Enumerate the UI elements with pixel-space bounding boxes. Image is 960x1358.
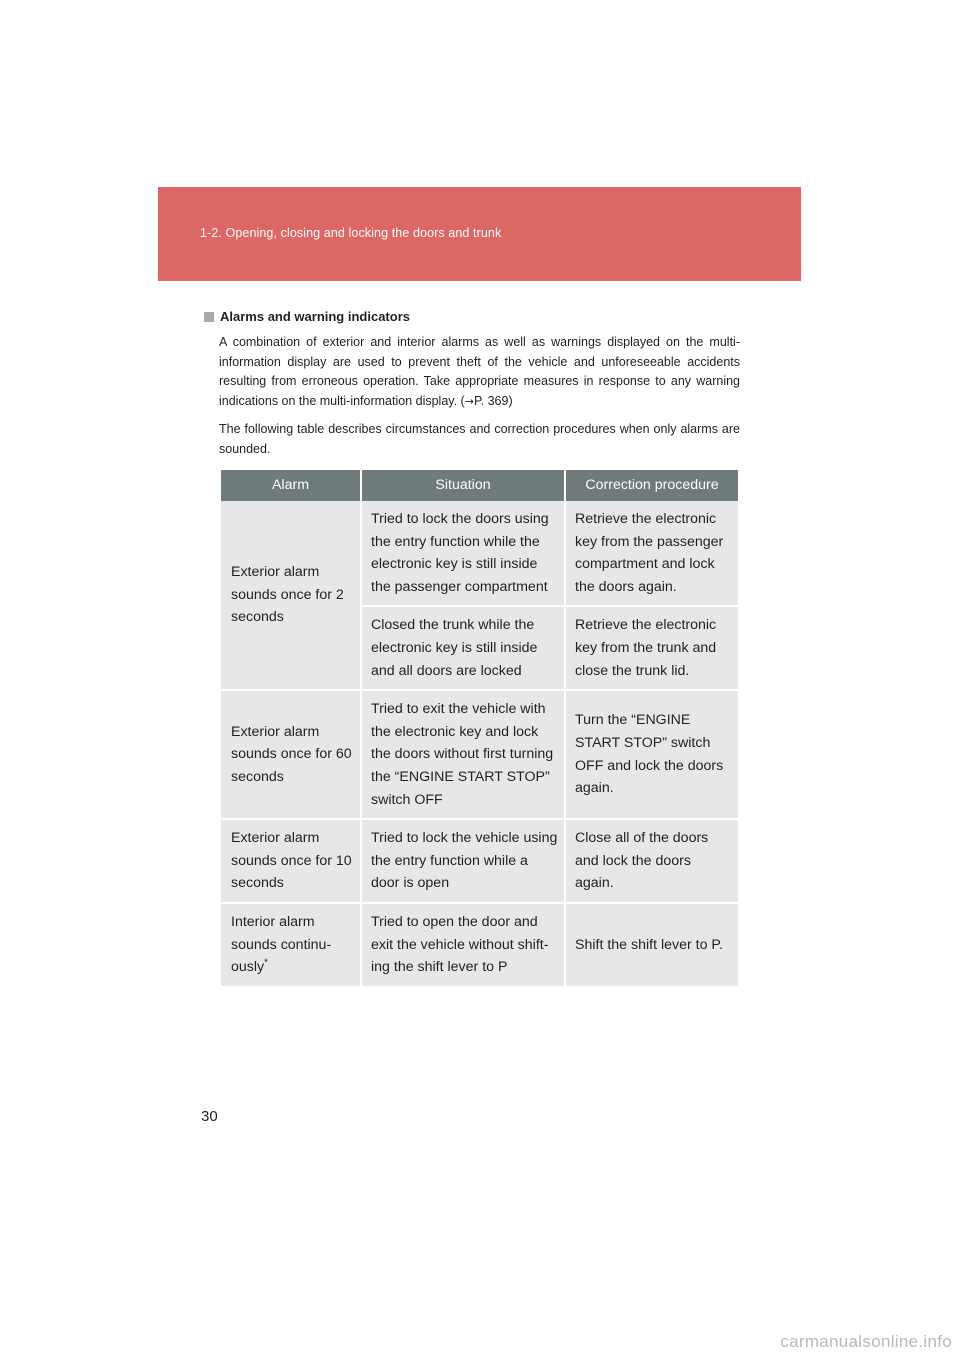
alarm-cell: Exterior alarm sounds once for 10 seconds <box>221 819 361 903</box>
table-row <box>221 903 738 987</box>
header-correction-procedure: Correction procedure <box>565 470 738 501</box>
alarm-cell: Exterior alarm sounds once for 60 seconds <box>221 690 361 819</box>
table-description-paragraph: The following table describes circumstances and correction procedures when only alarms are sounded. <box>219 422 740 456</box>
square-bullet-icon <box>204 312 214 322</box>
header-situation: Situation <box>361 470 565 501</box>
table-row <box>221 501 738 606</box>
chapter-title: 1-2. Opening, closing and locking the doors and trunk <box>200 226 502 240</box>
alarm-cell-text: Interior alarm sounds continu- ously <box>231 913 332 976</box>
intro-paragraph <box>219 333 740 411</box>
page-reference[interactable]: P. 369) <box>473 393 513 408</box>
correction-cell: Close all of the doors and lock the doors again. <box>565 819 738 903</box>
section-heading-text: Alarms and warning indicators <box>220 309 410 324</box>
watermark: carmanualsonline.info <box>780 1332 952 1351</box>
arrow-right-icon: → <box>464 394 474 408</box>
correction-cell: Retrieve the electronic key from the trunk and close the trunk lid. <box>565 606 738 690</box>
alarm-table <box>221 470 738 988</box>
alarm-cell <box>221 903 361 987</box>
situation-cell: Tried to open the door and exit the vehicle without shift- ing the shift lever to P <box>361 903 565 987</box>
situation-cell: Tried to exit the vehicle with the electronic key and lock the doors without first turning the “ENGINE START STOP” switch OFF <box>361 690 565 819</box>
situation-cell: Tried to lock the doors using the entry function while the electronic key is still inside the passenger compartment <box>361 501 565 606</box>
chapter-header-band <box>158 187 801 281</box>
section-heading <box>204 309 740 324</box>
correction-cell: Retrieve the electronic key from the passenger compartment and lock the doors again. <box>565 501 738 606</box>
intro-text: A combination of exterior and interior alarms as well as warnings displayed on the multi-information display are used to prevent theft of the vehicle and unforeseeable accidents resulting from erroneous operation. Take appropriate measures in response to any warning indications on the multi-information display. ( <box>219 335 740 408</box>
situation-cell: Closed the trunk while the electronic key is still inside and all doors are locked <box>361 606 565 690</box>
table-row <box>221 819 738 903</box>
page-number: 30 <box>201 1108 218 1125</box>
alarm-cell: Exterior alarm sounds once for 2 seconds <box>221 501 361 690</box>
correction-cell: Turn the “ENGINE START STOP” switch OFF and lock the doors again. <box>565 690 738 819</box>
footnote-asterisk: * <box>264 957 269 969</box>
correction-cell: Shift the shift lever to P. <box>565 903 738 987</box>
header-alarm: Alarm <box>221 470 361 501</box>
table-header-row <box>221 470 738 501</box>
alarms-section <box>204 309 740 468</box>
table-row <box>221 690 738 819</box>
situation-cell: Tried to lock the vehicle using the entry function while a door is open <box>361 819 565 903</box>
